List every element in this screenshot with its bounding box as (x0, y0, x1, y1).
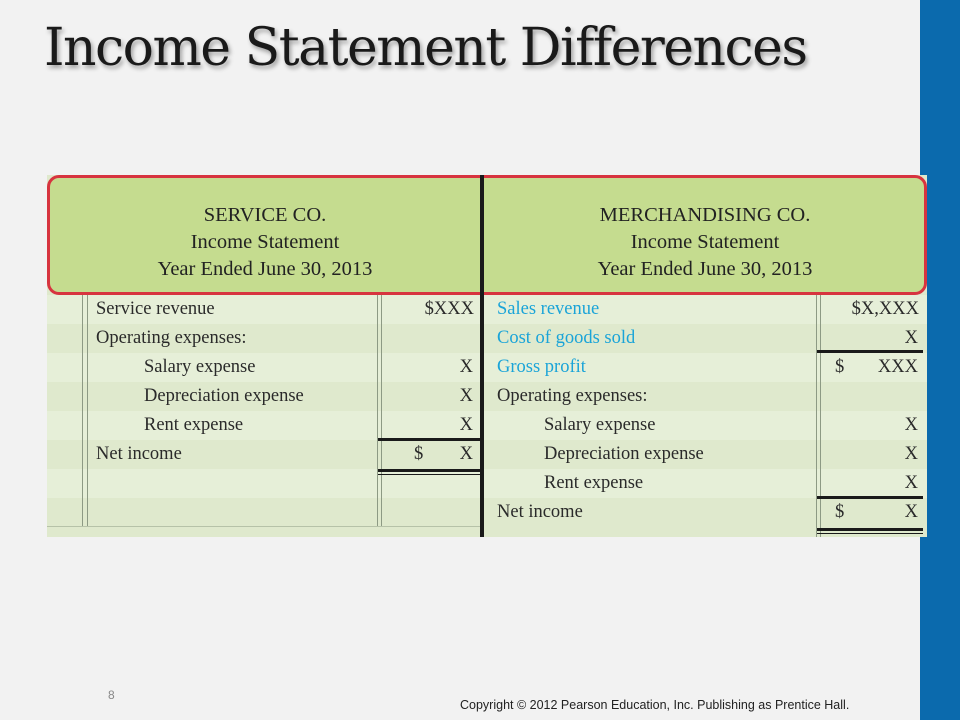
currency-symbol: $ (835, 502, 845, 522)
row-amount: X (904, 415, 918, 435)
service-row-net-income (47, 440, 480, 469)
merch-row-gross-profit (484, 353, 927, 382)
currency-symbol: $ (835, 357, 845, 377)
row-label: Salary expense (144, 357, 256, 377)
merch-row-cost-of-goods-sold (484, 324, 927, 353)
row-label: Net income (497, 502, 583, 522)
service-company-name: SERVICE CO. (203, 204, 327, 226)
merchandising-statement-title: Income Statement (630, 231, 780, 253)
row-amount: X (904, 444, 918, 464)
income-statement-comparison (47, 175, 927, 537)
row-label: Depreciation expense (144, 386, 304, 406)
row-label: Gross profit (497, 357, 586, 377)
row-amount: X (904, 473, 918, 493)
merch-row-operating-expenses (484, 382, 927, 411)
row-amount: $XXX (424, 299, 474, 319)
statement-header-box (47, 175, 927, 295)
currency-symbol: $ (414, 444, 424, 464)
row-label: Depreciation expense (544, 444, 704, 464)
double-rule-top (817, 528, 923, 531)
row-label: Sales revenue (497, 299, 600, 319)
row-amount: $X,XXX (851, 299, 919, 319)
row-amount: X (459, 415, 473, 435)
service-row-revenue (47, 295, 480, 324)
row-amount: X (459, 386, 473, 406)
service-header (70, 202, 460, 283)
merchandising-period: Year Ended June 30, 2013 (597, 258, 813, 280)
row-label: Cost of goods sold (497, 328, 636, 348)
row-amount: X (459, 357, 473, 377)
merch-row-depreciation (484, 440, 927, 469)
double-rule-bottom (378, 474, 480, 475)
row-label: Rent expense (544, 473, 644, 493)
row-amount: XXX (877, 357, 918, 377)
row-label: Rent expense (144, 415, 244, 435)
merch-row-rent (484, 469, 927, 498)
double-rule-top (378, 469, 480, 472)
merchandising-header (502, 202, 908, 283)
copyright-notice: Copyright © 2012 Pearson Education, Inc. Publishing as Prentice Hall. (460, 698, 850, 712)
page-number: 8 (108, 688, 115, 702)
merchandising-company-name: MERCHANDISING CO. (599, 204, 811, 226)
row-amount: X (459, 444, 473, 464)
row-label: Operating expenses: (497, 386, 648, 406)
slide-title: Income Statement Differences (44, 18, 807, 78)
service-statement-title: Income Statement (190, 231, 340, 253)
row-label: Net income (96, 444, 182, 464)
merch-row-net-income (484, 498, 927, 527)
service-row-salary (47, 353, 480, 382)
merch-row-sales-revenue (484, 295, 927, 324)
row-label: Salary expense (544, 415, 656, 435)
service-row-depreciation (47, 382, 480, 411)
service-row-rent (47, 411, 480, 440)
row-amount: X (904, 502, 918, 522)
double-rule-bottom (817, 533, 923, 534)
row-amount: X (904, 328, 918, 348)
merch-row-salary (484, 411, 927, 440)
service-period: Year Ended June 30, 2013 (157, 258, 373, 280)
service-row-operating-expenses (47, 324, 480, 353)
row-label: Operating expenses: (96, 328, 247, 348)
row-label: Service revenue (96, 299, 215, 319)
